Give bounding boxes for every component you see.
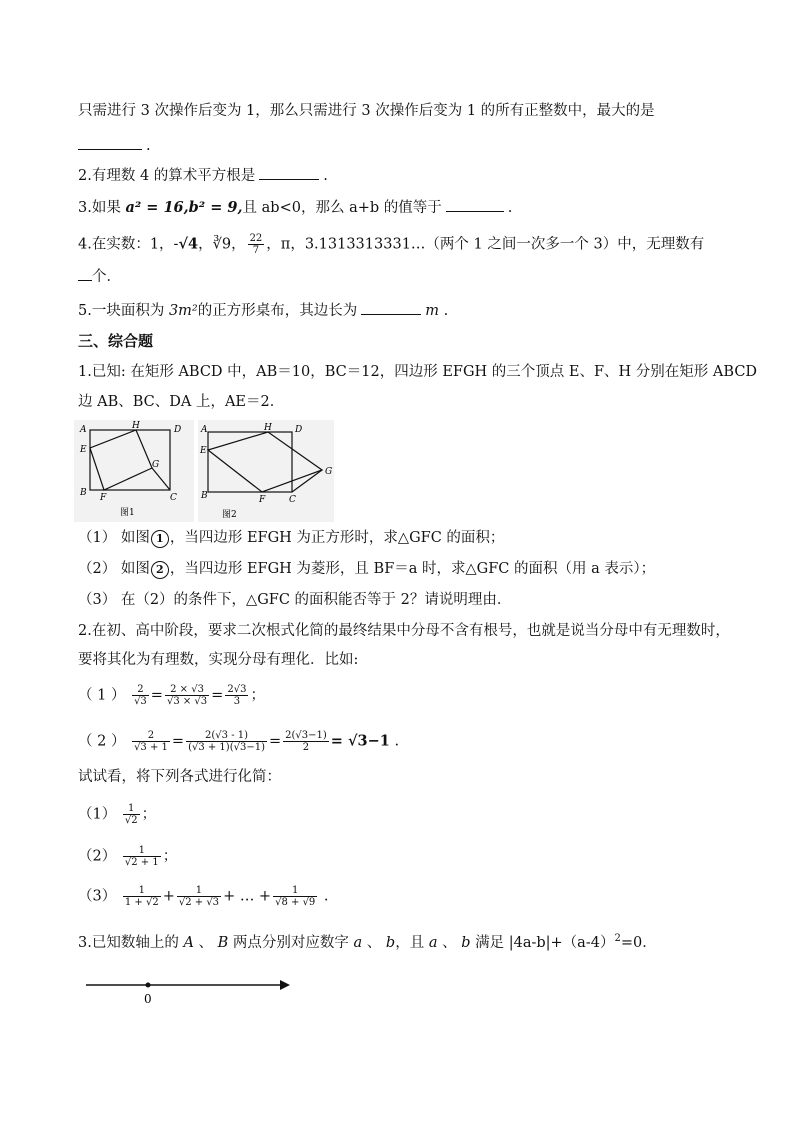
t3-frac-1 — [123, 885, 161, 908]
t1-den: √2 — [124, 815, 138, 826]
question-2 — [78, 164, 728, 186]
ex2-c-num: 2(√3−1) — [285, 730, 327, 741]
ex1-b-num: 2 × √3 — [165, 684, 209, 696]
ex1-a-den: √3 — [134, 696, 147, 707]
p3-sep3: 、 — [442, 934, 457, 951]
p3-mid2: ，且 — [395, 934, 425, 951]
number-line-zero-label: 0 — [144, 992, 152, 1006]
p3-prefix: 3.已知数轴上的 — [78, 934, 179, 951]
try-1 — [78, 803, 728, 826]
ex2-a-den: √3 + 1 — [134, 742, 168, 753]
number-line-origin-dot — [146, 983, 151, 988]
problem-1-line1: 1.已知: 在矩形 ABCD 中，AB＝10，BC＝12，四边形 EFGH 的三个顶点 E、F、H 分别在矩形 ABCD — [78, 364, 758, 380]
q4-cbrt9: ∛9 — [212, 236, 232, 253]
q4-prefix: 4.在实数：1，- — [78, 236, 179, 253]
circled-2: 2 — [151, 561, 169, 579]
t1-frac — [123, 803, 140, 826]
ex2-b-den: (√3 + 1)(√3−1) — [188, 742, 265, 753]
q4-frac-num: 22 — [249, 233, 263, 244]
label-e-2: E — [200, 446, 207, 456]
question-4-line2 — [78, 265, 728, 287]
figure-2 — [198, 420, 334, 522]
q3-end: . — [507, 200, 513, 216]
figure-1 — [74, 420, 194, 522]
ex1-label: （ 1 ） — [78, 687, 126, 704]
t3-f2-den: √2 + √3 — [178, 897, 220, 908]
example-2: （ 2 ） $\frac{2}{√3 + 1}$ = $\frac{2(√3 - 1)}{(√3 + 1)(√3-1)}$ = $\frac{2(√3-1)}{2}$ = √3−1 . — [78, 730, 400, 753]
q5-unit: m — [425, 303, 439, 319]
try-3: （3） $\frac{1}{1 + √2}$ + $\frac{1}{√2 + √3}$ + … + $\frac{1}{√8 + √9}$ . — [78, 885, 329, 908]
q4-line2: 个． — [92, 269, 121, 285]
intro-line — [78, 101, 728, 121]
q4-fraction — [248, 233, 265, 256]
problem-3 — [78, 929, 728, 953]
ex1-b-den: √3 × √3 — [166, 696, 208, 707]
q5-prefix: 5.一块面积为 — [78, 303, 165, 319]
p3-var-a: a — [353, 934, 363, 951]
label-f: F — [100, 493, 107, 503]
label-b: B — [80, 488, 87, 498]
ex2-frac-b — [186, 730, 267, 753]
p3-mid: 两点分别对应数字 — [232, 934, 349, 951]
ex2-end: . — [394, 733, 400, 750]
q5-mid: 的正方形桌布，其边长为 — [197, 303, 358, 319]
q4-answer-blank[interactable] — [78, 265, 92, 281]
question-3 — [78, 196, 728, 218]
q2-end: . — [323, 168, 328, 184]
ex1-frac-a — [132, 684, 149, 707]
t2-den: √2 + 1 — [124, 857, 159, 868]
problem-1-line2: 边 AB、BC、DA 上，AE＝2． — [78, 394, 285, 410]
t3-f2-num: 1 — [177, 885, 221, 897]
label-h: H — [132, 421, 140, 431]
q3-answer-blank[interactable] — [446, 196, 504, 212]
ex2-label: （ 2 ） — [78, 733, 126, 750]
intro-text: 只需进行 3 次操作后变为 1，那么只需进行 3 次操作后变为 1 的所有正整数中，最大的是 — [78, 103, 655, 119]
problem-1-sub3: （3） 在（2）的条件下，△GFC 的面积能否等于 2？请说明理由． — [78, 592, 512, 608]
p3-point-b: B — [217, 934, 229, 951]
t3-frac-2 — [177, 885, 221, 908]
p3-sep2: 、 — [366, 934, 382, 951]
problem-1-sub1 — [78, 528, 728, 548]
q3-mid: 且 ab<0，那么 a+b 的值等于 — [242, 200, 442, 216]
p3-end: =0． — [620, 934, 657, 951]
label-a: A — [80, 425, 87, 435]
label-g-2: G — [325, 467, 333, 477]
example-1: （ 1 ） $\frac{2}{√3}$ = $\frac{2 \times √3}{√3 \times √3}$ = $\frac{2√3}{3}$ ； — [78, 684, 265, 707]
p3-condition: 满足 |4a-b|+（a-4） — [475, 934, 615, 951]
q5-answer-blank[interactable] — [361, 299, 421, 315]
figure-2-caption: 图2 — [222, 510, 237, 520]
t1-label: （1） — [78, 806, 117, 823]
label-f-2: F — [259, 495, 266, 505]
intro-end: . — [146, 138, 151, 154]
ex2-frac-a — [132, 730, 170, 753]
q3-math: a² = 16,b² = 9, — [125, 199, 243, 216]
t3-end: . — [323, 888, 329, 905]
t2-frac — [123, 845, 161, 868]
figure-1-bg — [74, 420, 194, 522]
problem-2-line1: 2.在初、高中阶段，要求二次根式化简的最终结果中分母不含有根号，也就是说当分母中有无理数时， — [78, 623, 730, 639]
try-text: 试试看，将下列各式进行化简： — [78, 769, 281, 785]
p3-point-a: A — [183, 934, 194, 951]
figure-1-caption: 图1 — [120, 508, 135, 518]
t3-dots: + … + — [223, 888, 272, 905]
intro-answer-blank[interactable] — [78, 134, 142, 150]
section-heading: 三、综合题 — [78, 332, 154, 350]
t1-num: 1 — [123, 803, 140, 815]
try-2 — [78, 845, 728, 868]
ex1-c-den: 3 — [233, 696, 241, 707]
label-e: E — [80, 445, 87, 455]
t2-num: 1 — [123, 845, 161, 857]
q2-answer-blank[interactable] — [259, 164, 319, 180]
label-d: D — [174, 425, 182, 435]
t3-f3-den: √8 + √9 — [275, 897, 316, 908]
problem-1-sub2 — [78, 559, 728, 579]
t2-end: ； — [162, 848, 178, 865]
q3-prefix: 3.如果 — [78, 200, 121, 216]
q4-rest: ，π，3.1313313331…（两个 1 之间一次多一个 3）中，无理数有 — [266, 236, 705, 253]
ex2-result: = √3−1 — [330, 732, 390, 750]
q4-frac-den: 7 — [252, 245, 260, 256]
t3-frac-3 — [273, 885, 317, 908]
p3-sep1: 、 — [198, 934, 214, 951]
ex1-c-num: 2√3 — [227, 684, 247, 695]
ex1-frac-b — [165, 684, 209, 707]
question-4: 4.在实数：1，-√4，∛9， $\frac{22}{7}$ ，π，3.1313313331…（两个 1 之间一次多一个 3）中，无理数有 — [78, 233, 705, 256]
q2-text: 2.有理数 4 的算术平方根是 — [78, 168, 256, 184]
p3-var-b: b — [385, 934, 396, 951]
intro-answer-line — [78, 134, 728, 156]
q5-math: 3m² — [168, 303, 198, 319]
p3-var-b2: b — [461, 934, 471, 951]
ex2-c-den: 2 — [302, 742, 310, 753]
figure-2-bg — [198, 420, 334, 522]
question-5 — [78, 299, 728, 321]
ex2-b-num: 2(√3 - 1) — [186, 730, 267, 742]
number-line-arrow-icon — [280, 980, 290, 990]
t2-label: （2） — [78, 848, 117, 865]
label-g: G — [152, 460, 160, 470]
sub2-prefix: （2） 如图 — [78, 561, 150, 577]
ex1-a-num: 2 — [132, 684, 149, 696]
sub2-rest: ，当四边形 EFGH 为菱形，且 BF＝a 时，求△GFC 的面积（用 a 表示）； — [169, 561, 656, 577]
p3-var-a2: a — [428, 934, 438, 951]
problem-2-line2: 要将其化为有理数，实现分母有理化．比如: — [78, 652, 359, 668]
q4-sqrt4: √4 — [178, 235, 199, 253]
ex2-a-num: 2 — [132, 730, 170, 742]
t3-f3-num: 1 — [273, 885, 317, 897]
t3-f1-num: 1 — [123, 885, 161, 897]
label-d-2: D — [295, 425, 303, 435]
sub1-prefix: （1） 如图 — [78, 530, 150, 546]
label-c-2: C — [289, 495, 296, 505]
number-line — [84, 975, 290, 1007]
label-a-2: A — [201, 425, 208, 435]
label-c: C — [170, 493, 177, 503]
ex1-frac-c — [225, 684, 248, 707]
t1-end: ； — [141, 806, 157, 823]
sub1-rest: ，当四边形 EFGH 为正方形时，求△GFC 的面积； — [169, 530, 505, 546]
q5-end: . — [443, 303, 449, 319]
ex1-end: ； — [250, 687, 265, 704]
label-h-2: H — [264, 423, 272, 433]
label-b-2: B — [201, 491, 208, 501]
t3-label: （3） — [78, 888, 117, 905]
ex2-frac-c — [283, 730, 329, 753]
p3-exponent: 2 — [614, 933, 621, 944]
circled-1: 1 — [151, 530, 169, 548]
t3-f1-den: 1 + √2 — [124, 897, 159, 908]
